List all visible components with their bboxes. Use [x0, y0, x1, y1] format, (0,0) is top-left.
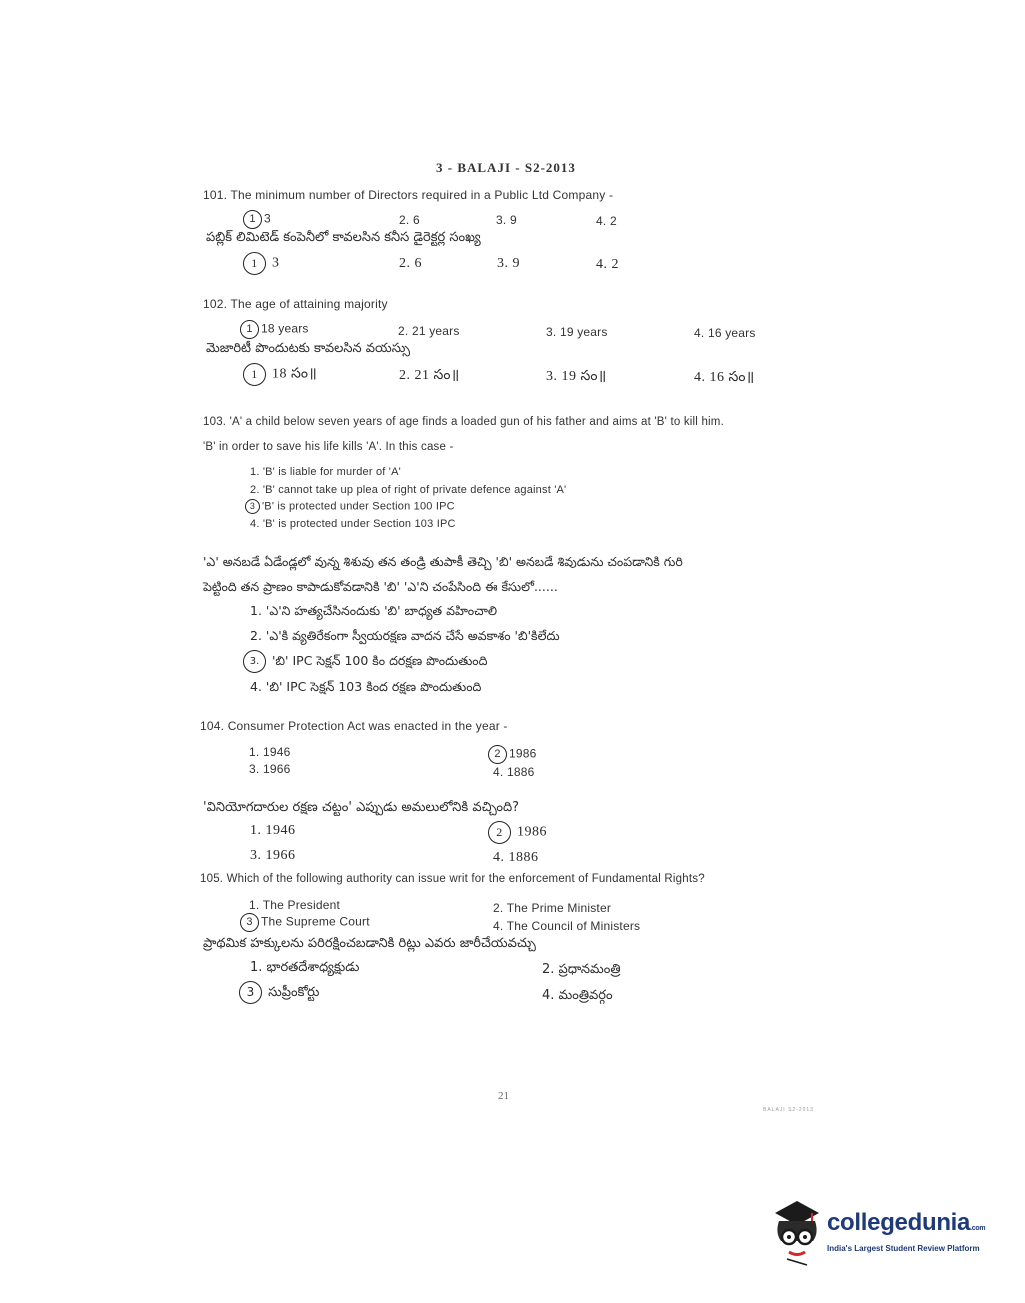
answer-circle: 3. — [243, 650, 266, 673]
q105-telugu-option-3: 3 సుప్రీంకోర్టు — [239, 981, 319, 1004]
logo-tagline: India's Largest Student Review Platform — [827, 1244, 980, 1253]
page-header: 3 - BALAJI - S2-2013 — [436, 160, 576, 175]
q105-question-telugu: ప్రాథమిక హక్కులను పరిరక్షించబడానికి రిట్లు ఎవరు జారీచేయవచ్చు — [203, 936, 536, 951]
q103-telugu-option-2: 2. 'ఎ'కి వ్యతిరేకంగా స్వీయరక్షణ వాదన చేసే అవకాశం 'బి'కిలేదు — [250, 628, 560, 643]
answer-circle: 1 — [243, 363, 266, 386]
q101-option-2: 2. 6 — [399, 213, 420, 227]
q103-option-2: 2. 'B' cannot take up plea of right of private defence against 'A' — [250, 484, 567, 496]
q101-telugu-option-1: 1 3 — [243, 252, 280, 275]
q102-telugu-option-4: 4. 16 సం॥ — [694, 370, 755, 385]
q104-telugu-option-1: 1. 1946 — [250, 823, 296, 838]
answer-circle: 2 — [488, 745, 507, 764]
q102-telugu-option-2: 2. 21 సం॥ — [399, 368, 460, 383]
q102-question: 102. The age of attaining majority — [203, 297, 388, 311]
q105-telugu-option-2: 2. ప్రధానమంత్రి — [542, 962, 621, 977]
q103-question-line-1: 103. 'A' a child below seven years of age finds a loaded gun of his father and aims at 'B' to kill him. — [203, 416, 724, 428]
q101-telugu-option-2: 2. 6 — [399, 256, 422, 271]
q104-telugu-option-3: 3. 1966 — [250, 848, 296, 863]
q105-telugu-option-4: 4. మంత్రివర్గం — [542, 988, 613, 1003]
q104-question-telugu: 'వినియోగదారుల రక్షణ చట్టం' ఎప్పుడు అమలులోనికి వచ్చింది? — [203, 800, 520, 815]
q101-question: 101. The minimum number of Directors required in a Public Ltd Company - — [203, 188, 614, 202]
q102-option-4: 4. 16 years — [694, 326, 756, 340]
logo-wordmark: collegedunia.com — [827, 1209, 986, 1236]
answer-circle: 1 — [243, 210, 262, 229]
q105-option-4: 4. The Council of Ministers — [493, 919, 641, 933]
answer-circle: 1 — [243, 252, 266, 275]
q105-option-1: 1. The President — [249, 898, 341, 912]
q105-question: 105. Which of the following authority can issue writ for the enforcement of Fundamental Rights? — [200, 873, 705, 885]
q101-telugu-option-3: 3. 9 — [497, 256, 520, 271]
q104-option-4: 4. 1886 — [493, 765, 535, 779]
q102-option-3: 3. 19 years — [546, 325, 608, 339]
q102-question-telugu: మెజారిటీ పొందుటకు కావలసిన వయస్సు — [206, 341, 411, 356]
q102-option-2: 2. 21 years — [398, 324, 460, 338]
mascot-icon — [767, 1197, 827, 1267]
q105-option-2: 2. The Prime Minister — [493, 901, 612, 915]
q101-option-1: 1 3 — [243, 210, 271, 229]
q104-telugu-option-2: 2 1986 — [488, 821, 547, 844]
answer-circle: 2 — [488, 821, 511, 844]
answer-circle: 1 — [240, 320, 259, 339]
q101-telugu-option-4: 4. 2 — [596, 257, 619, 272]
answer-circle: 3 — [245, 499, 260, 514]
q101-option-4: 4. 2 — [596, 214, 617, 228]
q102-option-1: 1 18 years — [240, 320, 309, 339]
q103-telugu-option-3: 3. 'బి' IPC సెక్షన్ 100 కిం దరక్షణ పొందుతుంది — [243, 650, 487, 673]
q102-telugu-option-1: 1 18 సం॥ — [243, 363, 317, 386]
q105-telugu-option-1: 1. భారతదేశాధ్యక్షుడు — [250, 960, 360, 975]
q102-telugu-option-3: 3. 19 సం॥ — [546, 369, 607, 384]
q104-telugu-option-4: 4. 1886 — [493, 850, 539, 865]
q103-option-4: 4. 'B' is protected under Section 103 IPC — [250, 518, 456, 530]
answer-circle: 3 — [240, 913, 259, 932]
q104-option-3: 3. 1966 — [249, 762, 291, 776]
q101-question-telugu: పబ్లిక్ లిమిటెడ్ కంపెనీలో కావలసిన కనీస డైరెక్టర్ల సంఖ్య — [206, 230, 481, 245]
answer-circle: 3 — [239, 981, 262, 1004]
collegedunia-logo — [767, 1197, 997, 1267]
q104-question: 104. Consumer Protection Act was enacted in the year - — [200, 719, 508, 733]
q103-question-telugu-line-1: 'ఎ' అనబడే ఏడేండ్లలో వున్న శిశువు తన తండ్రి తుపాకీ తెచ్చి 'బి' అనబడే శివుడును చంపడానికి గురి — [203, 554, 683, 569]
q104-option-1: 1. 1946 — [249, 745, 291, 759]
q103-option-1: 1. 'B' is liable for murder of 'A' — [250, 466, 401, 478]
q103-telugu-option-4: 4. 'బి' IPC సెక్షన్ 103 కింద రక్షణ పొందుతుంది — [250, 679, 482, 694]
q104-option-2: 2 1986 — [488, 745, 537, 764]
footer-code: BALAJI S2-2013 — [763, 1107, 814, 1113]
q101-option-3: 3. 9 — [496, 213, 517, 227]
q103-option-3: 3 'B' is protected under Section 100 IPC — [245, 499, 455, 514]
q105-option-3: 3 The Supreme Court — [240, 913, 370, 932]
q103-question-telugu-line-2: పెట్టింది తన ప్రాణం కాపాడుకోవడానికి 'బి' 'ఎ'ని చంపేసింది ఈ కేసులో...... — [203, 579, 558, 594]
q103-question-line-2: 'B' in order to save his life kills 'A'. In this case - — [203, 441, 454, 453]
q103-telugu-option-1: 1. 'ఎ'ని హత్యచేసినందుకు 'బి' బాధ్యత వహించాలి — [250, 603, 498, 618]
page-number: 21 — [498, 1090, 509, 1102]
